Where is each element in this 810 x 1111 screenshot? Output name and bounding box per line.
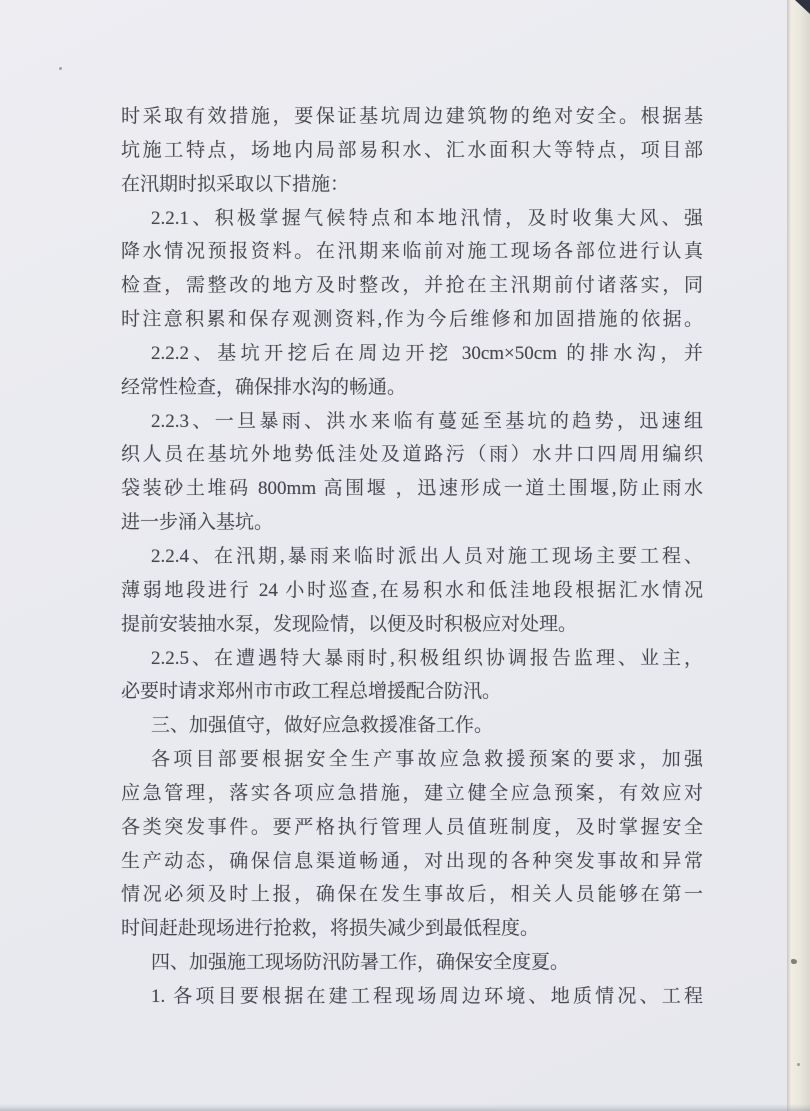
- scan-speck: [59, 67, 62, 70]
- text-line-11: 织人员在基坑外地势低洼处及道路污（雨）水井口四周用编织: [121, 444, 703, 466]
- text-line-27: 1. 各项目要根据在建工程现场周边环境、地质情况、工程: [151, 985, 703, 1007]
- text-line-18: 必要时请求郑州市市政工程总增援配合防汛。: [121, 681, 502, 703]
- text-line-3: 在汛期时拟采取以下措施：: [121, 173, 350, 195]
- text-line-26-section-heading: 四、加强施工现场防汛防暑工作，确保安全度夏。: [151, 952, 570, 974]
- text-line-13: 进一步涌入基坑。: [121, 512, 274, 534]
- text-line-20: 各项目部要根据安全生产事故应急救援预案的要求，加强: [151, 749, 703, 771]
- text-line-25: 时间赶赴现场进行抢救，将损失减少到最低程度。: [121, 918, 540, 940]
- text-line-7: 时注意积累和保存观测资料,作为今后维修和加固措施的依据。: [121, 309, 703, 331]
- document-body: [121, 100, 703, 1014]
- text-line-21: 应急管理，落实各项应急措施，建立健全应急预案，有效应对: [121, 782, 703, 804]
- text-line-5: 降水情况预报资料。在汛期来临前对施工现场各部位进行认真: [121, 241, 703, 263]
- text-line-24: 情况必须及时上报，确保在发生事故后，相关人员能够在第一: [121, 884, 703, 906]
- text-line-17: 2.2.5、在遭遇特大暴雨时,积极组织协调报告监理、业主，: [151, 647, 703, 669]
- text-line-22: 各类突发事件。要严格执行管理人员值班制度，及时掌握安全: [121, 816, 703, 838]
- text-line-16: 提前安装抽水泵，发现险情，以便及时积极应对处理。: [121, 613, 578, 635]
- scan-speck: [791, 959, 797, 964]
- text-line-19-section-heading: 三、加强值守，做好应急救援准备工作。: [151, 715, 494, 737]
- scan-right-edge-strip: [787, 0, 810, 1111]
- text-line-4: 2.2.1、积极掌握气候特点和本地汛情，及时收集大风、强: [151, 207, 703, 229]
- text-line-23: 生产动态，确保信息渠道畅通，对出现的各种突发事故和异常: [121, 850, 703, 872]
- text-line-2: 坑施工特点，场地内局部易积水、汇水面积大等特点，项目部: [121, 139, 703, 161]
- text-line-9: 经常性检查，确保排水沟的畅通。: [121, 376, 407, 398]
- scan-speck: [797, 1063, 800, 1066]
- text-line-14: 2.2.4、在汛期,暴雨来临时派出人员对施工现场主要工程、: [151, 545, 703, 567]
- text-line-10: 2.2.3、一旦暴雨、洪水来临有蔓延至基坑的趋势，迅速组: [151, 410, 703, 432]
- scan-corner-shadow: [795, 0, 810, 14]
- text-line-12: 袋装砂土堆码 800mm 高围堰 ，迅速形成一道土围堰,防止雨水: [121, 478, 703, 500]
- text-line-6: 检查，需整改的地方及时整改，并抢在主汛期前付诸落实，同: [121, 275, 703, 297]
- text-line-1: 时采取有效措施，要保证基坑周边建筑物的绝对安全。根据基: [121, 106, 703, 127]
- scan-bottom-edge-shadow: [0, 1104, 810, 1111]
- text-line-15: 薄弱地段进行 24 小时巡查,在易积水和低洼地段根据汇水情况: [121, 579, 703, 601]
- text-line-8: 2.2.2、基坑开挖后在周边开挖 30cm×50cm 的排水沟，并: [151, 342, 703, 364]
